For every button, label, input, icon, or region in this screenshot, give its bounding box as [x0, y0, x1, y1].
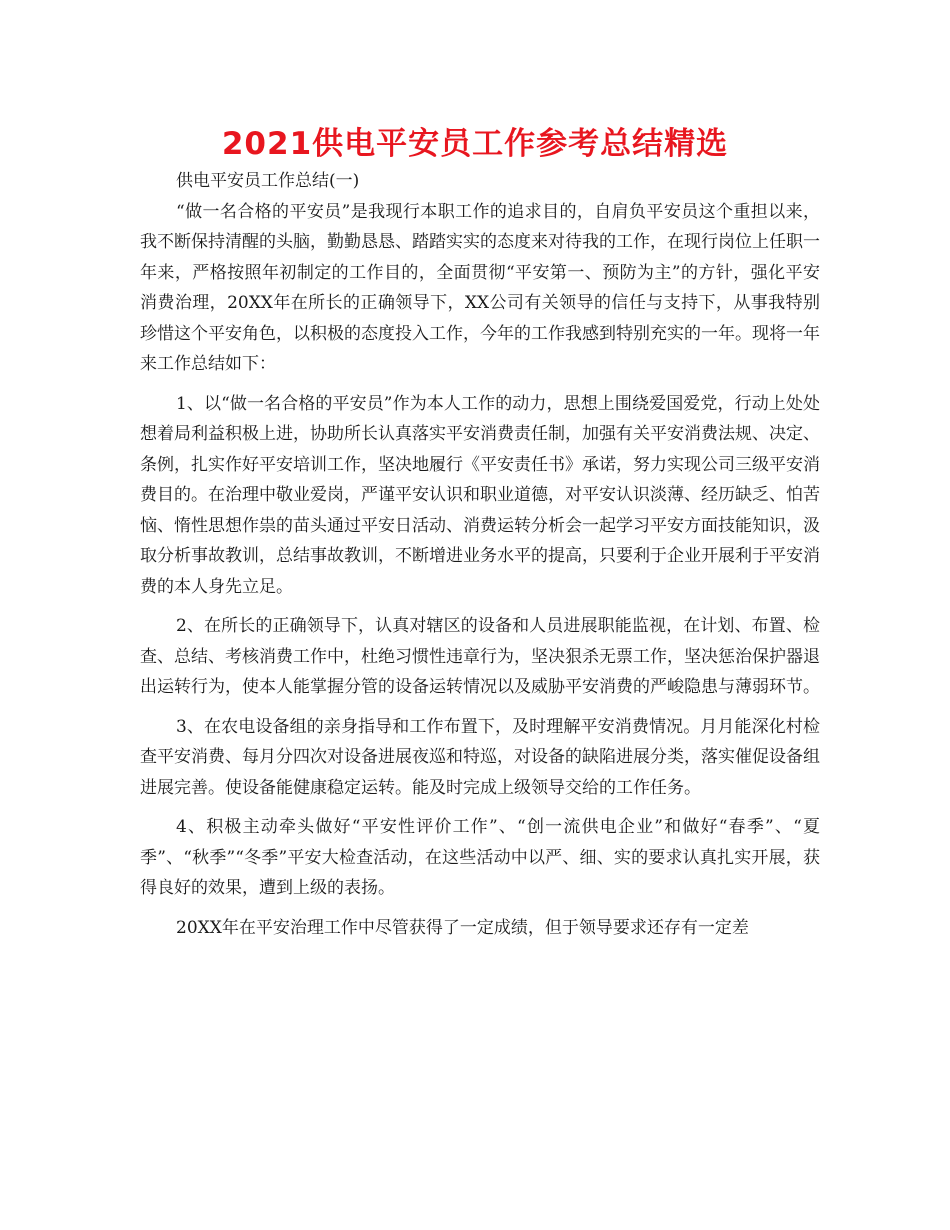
- paragraph-item-2: 2、在所长的正确领导下，认真对辖区的设备和人员进展职能监视，在计划、布置、检查、总结、考核消费工作中，杜绝习惯性违章行为，坚决狠杀无票工作，坚决惩治保护器退出运转行为，使本人能掌握分管的设备运转情况以及威胁平安消费的严峻隐患与薄弱环节。: [140, 616, 820, 697]
- paragraph-summary: 20XX年在平安治理工作中尽管获得了一定成绩，但于领导要求还存有一定差: [176, 917, 749, 938]
- document-title: 2021供电平安员工作参考总结精选: [221, 126, 729, 162]
- paragraph-item-1: 1、以“做一名合格的平安员”作为本人工作的动力，思想上围绕爱国爱党，行动上处处想着局利益积极上进，协助所长认真落实平安消费责任制，加强有关平安消费法规、决定、条例，扎实作好平安培训工作，坚决地履行《平安责任书》承诺，努力实现公司三级平安消费目的。在治理中敬业爱岗，严谨平安认识和职业道德，对平安认识淡薄、经历缺乏、怕苦恼、惰性思想作祟的苗头通过平安日活动、消费运转分析会一起学习平安方面技能知识，汲取分析事故教训，总结事故教训，不断增进业务水平的提高，只要利于企业开展利于平安消费的本人身先立足。: [140, 393, 820, 597]
- document-body: [140, 166, 820, 943]
- paragraph-item-4: 4、积极主动牵头做好“平安性评价工作”、“创一流供电企业”和做好“春季”、“夏季”、“秋季”“冬季”平安大检查活动，在这些活动中以严、细、实的要求认真扎实开展，获得良好的效果，遭到上级的表扬。: [140, 817, 820, 898]
- paragraph-item-3: 3、在农电设备组的亲身指导和工作布置下，及时理解平安消费情况。月月能深化村检查平安消费、每月分四次对设备进展夜巡和特巡，对设备的缺陷进展分类，落实催促设备组进展完善。使设备能健康稳定运转。能及时完成上级领导交给的工作任务。: [140, 716, 820, 798]
- paragraph-intro: “做一名合格的平安员”是我现行本职工作的追求目的，自肩负平安员这个重担以来，我不断保持清醒的头脑，勤勤恳恳、踏踏实实的态度来对待我的工作，在现行岗位上任职一年来，严格按照年初制定的工作目的，全面贯彻“平安第一、预防为主”的方针，强化平安消费治理，20XX年在所长的正确领导下，XX公司有关领导的信任与支持下，从事我特别珍惜这个平安角色，以积极的态度投入工作，今年的工作我感到特别充实的一年。现将一年来工作总结如下：: [140, 201, 820, 374]
- section-subtitle: 供电平安员工作总结(一): [176, 171, 360, 191]
